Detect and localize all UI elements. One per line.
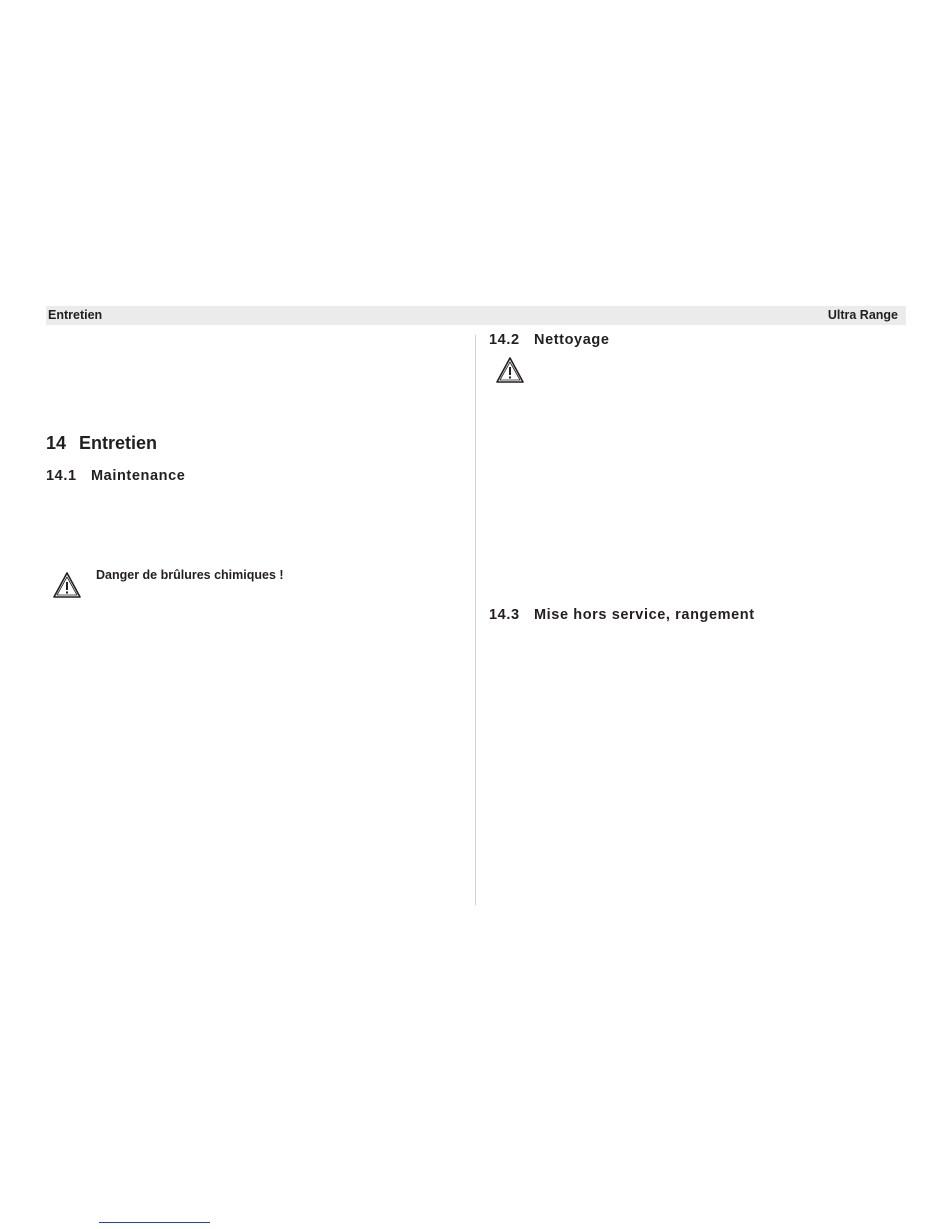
- header-product-label: Ultra Range: [827, 308, 898, 322]
- section-number: 14.3: [489, 607, 520, 623]
- section-heading-storage: [489, 607, 755, 624]
- section-number: 14.1: [46, 468, 77, 484]
- footnote-rule: [99, 1222, 210, 1223]
- warning-message: Danger de brûlures chimiques !: [96, 568, 284, 582]
- chapter-title: Entretien: [79, 433, 158, 453]
- chapter-number: 14: [46, 433, 67, 453]
- section-heading-maintenance: [46, 468, 185, 485]
- chapter-heading: [46, 432, 157, 454]
- section-title: Mise hors service, rangement: [534, 607, 755, 623]
- running-header: [46, 306, 906, 325]
- section-number: 14.2: [489, 332, 520, 348]
- warning-triangle-icon: [495, 356, 525, 384]
- section-title: Maintenance: [91, 468, 186, 484]
- warning-triangle-icon: [52, 571, 82, 599]
- section-title: Nettoyage: [534, 332, 610, 348]
- section-heading-cleaning: [489, 332, 610, 349]
- column-divider: [475, 335, 476, 905]
- header-chapter-label: Entretien: [48, 308, 103, 322]
